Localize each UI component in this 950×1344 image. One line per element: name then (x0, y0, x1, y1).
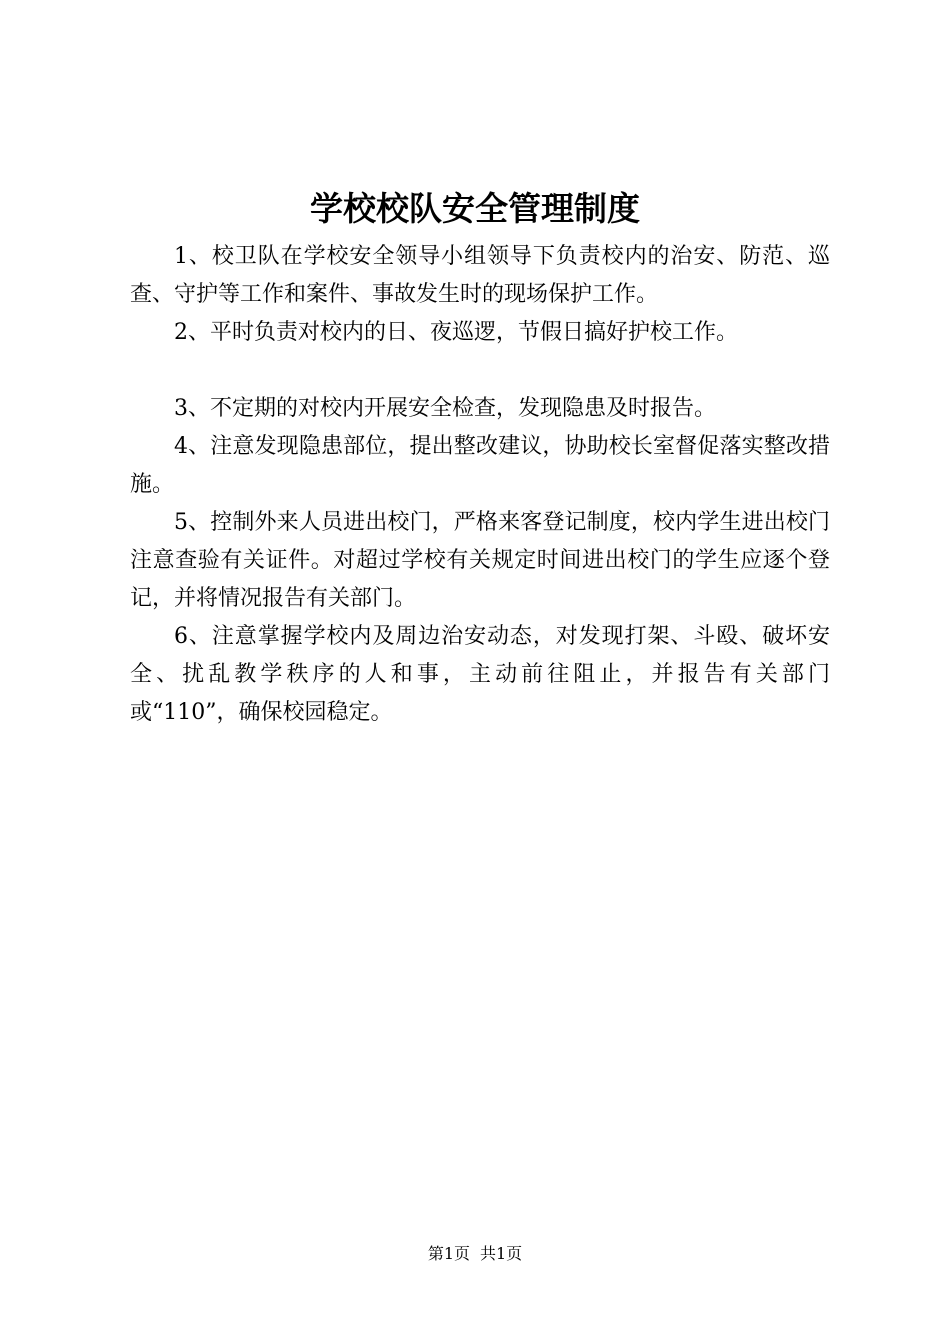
paragraph-1: 1、校卫队在学校安全领导小组领导下负责校内的治安、防范、巡查、守护等工作和案件、事故发生时的现场保护工作。 (130, 244, 830, 307)
document-title: 学校校队安全管理制度 (310, 189, 640, 228)
paragraph-6: 6、注意掌握学校内及周边治安动态，对发现打架、斗殴、破坏安全、扰乱教学秩序的人和事，主动前往阻止，并报告有关部门或“110”，确保校园稳定。 (130, 624, 830, 725)
document-body (130, 238, 830, 732)
paragraph-4: 4、注意发现隐患部位，提出整改建议，协助校长室督促落实整改措施。 (130, 434, 830, 497)
page-footer (0, 1243, 950, 1265)
page-count: 共1页 (480, 1244, 523, 1263)
paragraph-2: 2、平时负责对校内的日、夜巡逻，节假日搞好护校工作。 (174, 320, 738, 345)
paragraph-5: 5、控制外来人员进出校门，严格来客登记制度，校内学生进出校门注意查验有关证件。对超过学校有关规定时间进出校门的学生应逐个登记，并将情况报告有关部门。 (130, 510, 830, 611)
paragraph-3: 3、不定期的对校内开展安全检查，发现隐患及时报告。 (174, 396, 716, 421)
page-number: 第1页 (427, 1244, 470, 1263)
